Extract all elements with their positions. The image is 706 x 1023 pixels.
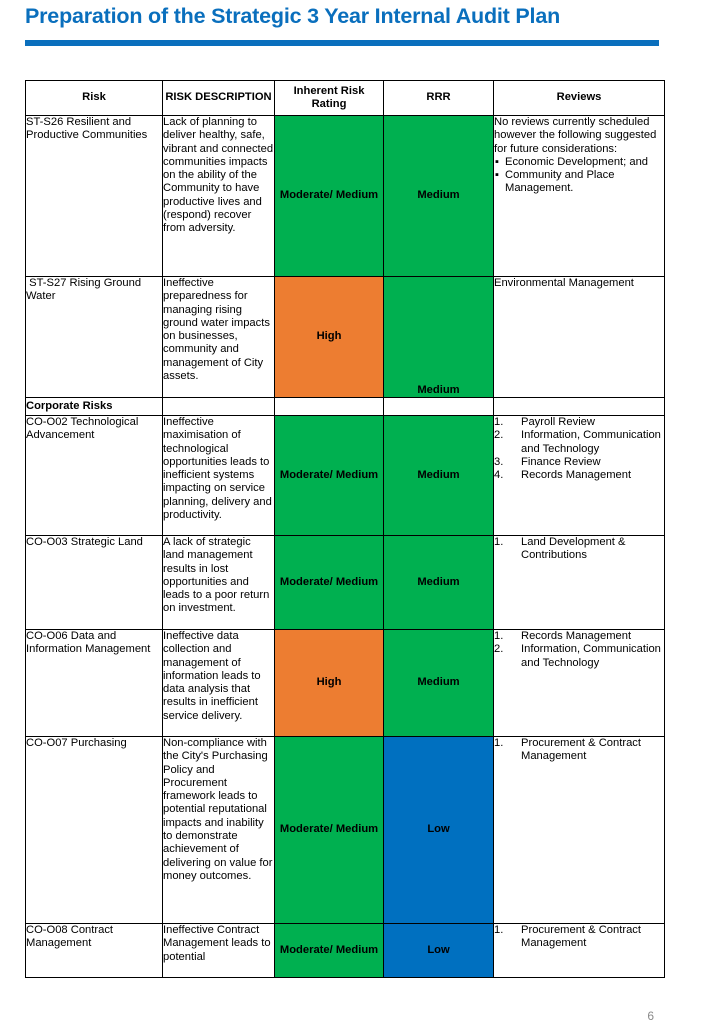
table-row xyxy=(26,536,665,630)
risk-description: Ineffective data collection and management of information leads to data analysis that results in inefficient service delivery. xyxy=(163,630,275,737)
column-header-inherent-risk-rating: Inherent Risk Rating xyxy=(275,81,384,116)
list-item: 2. Information, Communication and Technology xyxy=(494,643,661,669)
column-header-reviews: Reviews xyxy=(494,81,665,116)
list-item: 2. Information, Communication and Technology xyxy=(494,429,661,455)
risk-description: A lack of strategic land management results in lost opportunities and leads to a poor return on investment. xyxy=(163,536,275,630)
risk-table xyxy=(25,80,665,978)
rrr-rating: Medium xyxy=(384,116,494,277)
risk-name: CO-O08 Contract Management xyxy=(26,924,163,978)
section-row xyxy=(26,398,665,416)
table-row xyxy=(26,416,665,536)
table-row xyxy=(26,924,665,978)
risk-name: ST-S27 Rising Ground Water xyxy=(26,277,163,398)
reviews-numbered-list xyxy=(494,536,664,563)
inherent-risk-rating: High xyxy=(275,277,384,398)
list-item: 1. Procurement & Contract Management xyxy=(494,924,642,950)
list-item: 4. Records Management xyxy=(494,469,632,482)
empty-cell xyxy=(163,398,275,416)
reviews-numbered-list xyxy=(494,737,664,764)
page-number: 6 xyxy=(647,1009,654,1023)
list-item: 1. Procurement & Contract Management xyxy=(494,737,642,763)
risk-description: Non-compliance with the City's Purchasing Policy and Procurement framework leads to potential reputational impacts and inability to demonstrate achievement of delivering on value for money outcomes. xyxy=(163,737,275,924)
empty-cell xyxy=(494,398,665,416)
title-rule xyxy=(25,40,659,46)
list-item: ▪ Economic Development; and xyxy=(494,156,664,169)
section-title: Corporate Risks xyxy=(26,398,163,416)
inherent-risk-rating: High xyxy=(275,630,384,737)
list-item: 3. Finance Review xyxy=(494,455,601,468)
reviews-cell xyxy=(494,416,665,536)
reviews-cell xyxy=(494,277,665,398)
inherent-risk-rating: Moderate/ Medium xyxy=(275,416,384,536)
column-header-risk-description: RISK DESCRIPTION xyxy=(163,81,275,116)
rrr-rating: Medium xyxy=(384,416,494,536)
rrr-rating: Low xyxy=(384,737,494,924)
empty-cell xyxy=(384,398,494,416)
rrr-rating: Medium xyxy=(384,630,494,737)
risk-name: CO-O07 Purchasing xyxy=(26,737,163,924)
column-header-risk: Risk xyxy=(26,81,163,116)
risk-name: CO-O03 Strategic Land xyxy=(26,536,163,630)
list-item: 1. Land Development & Contributions xyxy=(494,536,626,562)
reviews-bullet-list xyxy=(494,156,664,196)
reviews-cell xyxy=(494,630,665,737)
reviews-numbered-list xyxy=(494,416,664,482)
reviews-cell xyxy=(494,116,665,277)
table-header-row xyxy=(26,81,665,116)
inherent-risk-rating: Moderate/ Medium xyxy=(275,536,384,630)
risk-name: ST-S26 Resilient and Productive Communities xyxy=(26,116,163,277)
table-row xyxy=(26,737,665,924)
reviews-cell xyxy=(494,924,665,978)
risk-description: Lack of planning to deliver healthy, safe, vibrant and connected communities impacts on the ability of the Community to have productive lives and (respond) recover from adversity. xyxy=(163,116,275,277)
reviews-cell xyxy=(494,737,665,924)
column-header-rrr: RRR xyxy=(384,81,494,116)
rrr-rating: Medium xyxy=(384,536,494,630)
risk-name: CO-O06 Data and Information Management xyxy=(26,630,163,737)
inherent-risk-rating: Moderate/ Medium xyxy=(275,737,384,924)
rrr-rating: Medium xyxy=(384,277,494,398)
table-row xyxy=(26,116,665,277)
reviews-numbered-list xyxy=(494,630,664,670)
page-title: Preparation of the Strategic 3 Year Internal Audit Plan xyxy=(25,4,561,28)
reviews-intro: Environmental Management xyxy=(494,277,634,289)
rrr-rating: Low xyxy=(384,924,494,978)
inherent-risk-rating: Moderate/ Medium xyxy=(275,924,384,978)
risk-description: Ineffective Contract Management leads to potential xyxy=(163,924,275,978)
empty-cell xyxy=(275,398,384,416)
table-row xyxy=(26,630,665,737)
list-item: ▪ Community and Place Management. xyxy=(494,169,664,196)
reviews-intro: No reviews currently scheduled however the following suggested for future considerations: xyxy=(494,116,657,155)
reviews-numbered-list xyxy=(494,924,664,951)
reviews-cell xyxy=(494,536,665,630)
risk-description: Ineffective maximisation of technological opportunities leads to inefficient systems impacting on service planning, delivery and productivity. xyxy=(163,416,275,536)
inherent-risk-rating: Moderate/ Medium xyxy=(275,116,384,277)
risk-description: Ineffective preparedness for managing rising ground water impacts on businesses, community and management of City assets. xyxy=(163,277,275,398)
table-row xyxy=(26,277,665,398)
list-item: 1. Records Management xyxy=(494,630,632,642)
risk-name: CO-O02 Technological Advancement xyxy=(26,416,163,536)
list-item: 1. Payroll Review xyxy=(494,416,595,428)
